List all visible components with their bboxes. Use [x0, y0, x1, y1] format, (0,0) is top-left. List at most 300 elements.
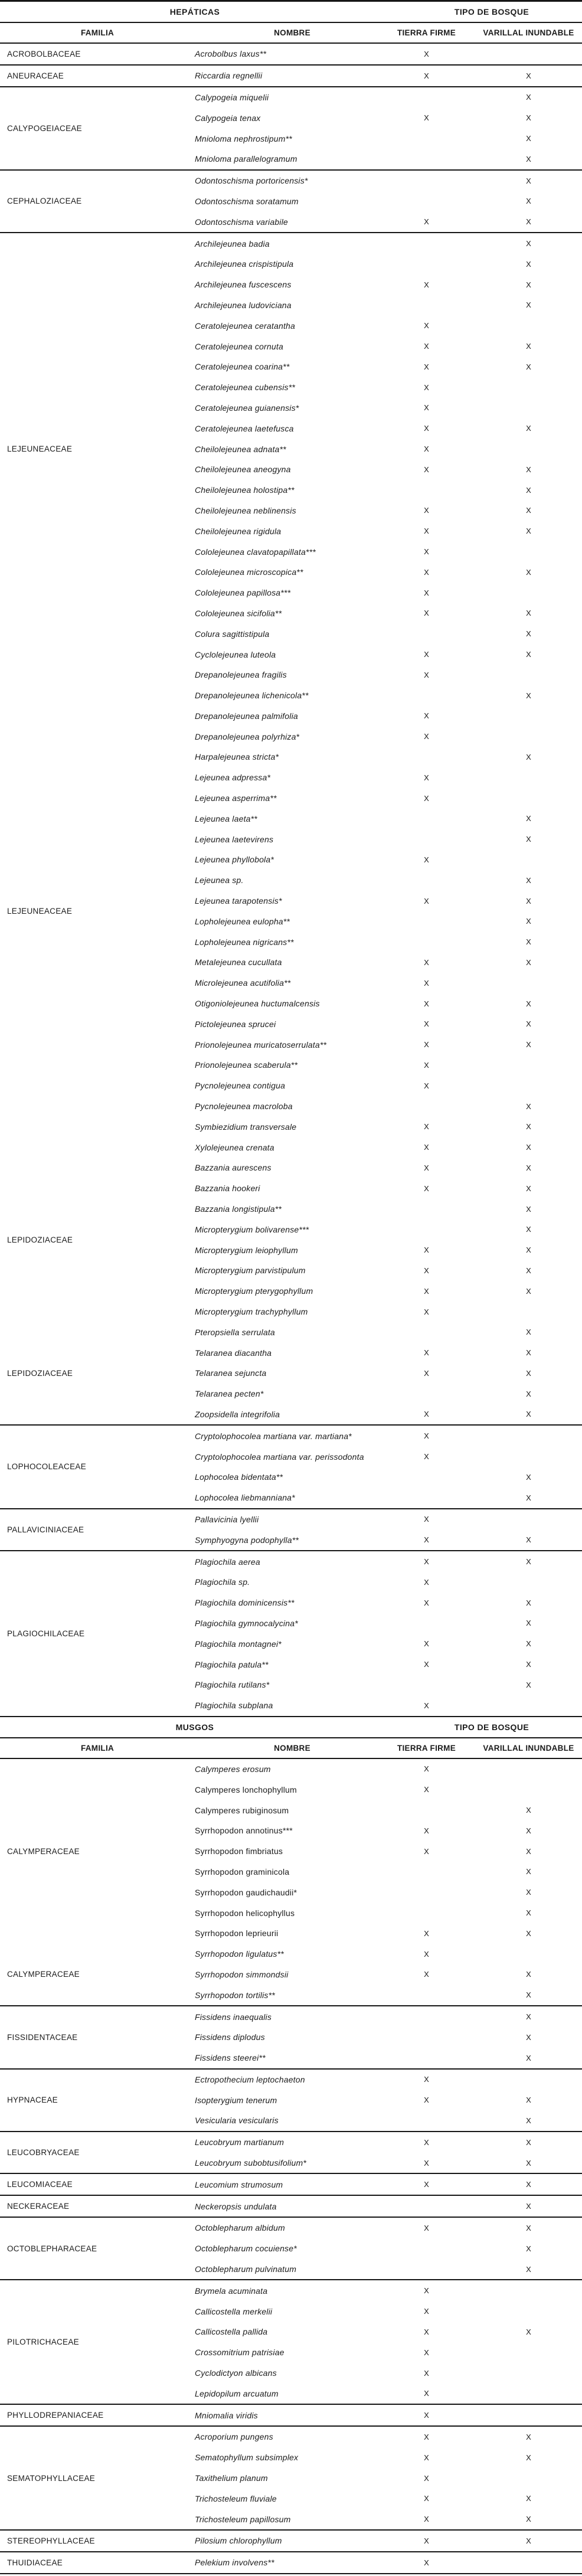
species-row: [195, 808, 582, 829]
species-name: Mnioloma parallelogramum: [195, 154, 297, 164]
family-label: NECKERACEAE: [7, 2202, 70, 2211]
species-row: [195, 1281, 582, 1302]
varillal-inundable-mark: X: [526, 300, 531, 310]
tierra-firme-mark: X: [424, 2180, 429, 2189]
species-name: Leucomium strumosum: [195, 2179, 283, 2189]
species-rows: [195, 66, 582, 86]
varillal-inundable-mark: X: [526, 134, 531, 143]
species-name: Syrrhopodon leprieurii: [195, 1928, 279, 1938]
varillal-inundable-mark: X: [526, 2453, 531, 2462]
col-header-varillal-inundable: VARILLAL INUNDABLE: [483, 1743, 574, 1753]
species-row: [195, 398, 582, 419]
tierra-firme-mark: X: [424, 1598, 429, 1607]
species-row: [195, 706, 582, 727]
species-rows: [195, 2070, 582, 2131]
species-name: Ectropothecium leptochaeton: [195, 2074, 305, 2084]
species-row: [195, 993, 582, 1014]
species-row: [195, 336, 582, 357]
family-label: PALLAVICINIACEAE: [7, 1525, 84, 1534]
tipo-de-bosque-header: TIPO DE BOSQUE: [454, 7, 529, 17]
family-label: SEMATOPHYLLACEAE: [7, 2473, 96, 2483]
species-row: [195, 1985, 582, 2005]
species-row: [195, 1862, 582, 1882]
col-header-nombre: NOMBRE: [274, 28, 310, 37]
tierra-firme-mark: X: [424, 280, 429, 289]
species-row: [195, 1902, 582, 1923]
varillal-inundable-mark: X: [526, 1225, 531, 1234]
species-name: Ceratolejeunea coarina**: [195, 362, 290, 372]
species-name: Plagiochila gymnocalycina*: [195, 1618, 298, 1628]
tierra-firme-mark: X: [424, 1431, 429, 1441]
varillal-inundable-mark: X: [526, 2223, 531, 2232]
family-group: [0, 169, 582, 232]
species-name: Microlejeunea acutifolia**: [195, 978, 291, 988]
species-name: Ceratolejeunea laetefusca: [195, 423, 294, 433]
family-group: [0, 2279, 582, 2404]
species-name: Micropterygium trachyphyllum: [195, 1307, 308, 1316]
col-header-varillal-inundable: VARILLAL INUNDABLE: [483, 28, 574, 37]
family-label: FISSIDENTACEAE: [7, 2032, 78, 2042]
family-group: [0, 1759, 582, 1944]
tierra-firme-mark: X: [424, 1785, 429, 1794]
species-row: [195, 1342, 582, 1363]
tierra-firme-mark: X: [424, 1410, 429, 1419]
species-rows: [195, 2427, 582, 2529]
species-name: Calymperes erosum: [195, 1764, 271, 1774]
family-group: [0, 2068, 582, 2131]
species-rows: [195, 1509, 582, 1551]
varillal-inundable-mark: X: [526, 176, 531, 185]
species-name: Syrrhopodon simmondsii: [195, 1969, 289, 1979]
varillal-inundable-mark: X: [526, 1660, 531, 1669]
species-rows: [195, 1158, 582, 1322]
species-name: Syrrhopodon graminicola: [195, 1866, 290, 1877]
species-name: Pictolejeunea sprucei: [195, 1019, 276, 1029]
tierra-firme-mark: X: [424, 383, 429, 392]
family-group: [0, 1424, 582, 1508]
tierra-firme-mark: X: [424, 2137, 429, 2147]
species-rows: [195, 1322, 582, 1424]
species-row: [195, 1944, 582, 1964]
family-label: PLAGIOCHILACEAE: [7, 1629, 85, 1638]
species-row: [195, 191, 582, 212]
species-name: Harpalejeunea stricta*: [195, 752, 279, 762]
species-name: Cololejeunea clavatopapillata***: [195, 547, 316, 557]
varillal-inundable-mark: X: [526, 2536, 531, 2545]
species-rows: [195, 2405, 582, 2425]
varillal-inundable-mark: X: [526, 937, 531, 947]
varillal-inundable-mark: X: [526, 567, 531, 577]
species-name: Micropterygium leiophyllum: [195, 1245, 298, 1255]
species-name: Bazzania aurescens: [195, 1163, 272, 1173]
species-row: [195, 44, 582, 64]
species-name: Cheilolejeunea neblinensis: [195, 505, 296, 515]
family-group: [0, 2217, 582, 2279]
species-name: Acrobolbus laxus**: [195, 49, 267, 59]
family-label: LOPHOCOLEACEAE: [7, 1462, 86, 1472]
species-row: [195, 1964, 582, 1985]
species-row: [195, 1882, 582, 1902]
varillal-inundable-mark: X: [526, 1143, 531, 1152]
varillal-inundable-mark: X: [526, 1019, 531, 1029]
varillal-inundable-mark: X: [526, 2432, 531, 2441]
varillal-inundable-mark: X: [526, 2053, 531, 2062]
species-row: [195, 1467, 582, 1488]
species-name: Lopholejeunea eulopha**: [195, 916, 290, 926]
species-row: [195, 911, 582, 931]
col-header-tierra-firme: TIERRA FIRME: [397, 1743, 456, 1753]
species-row: [195, 107, 582, 128]
species-name: Syrrhopodon tortilis**: [195, 1990, 275, 2000]
varillal-inundable-mark: X: [526, 1639, 531, 1649]
species-row: [195, 623, 582, 644]
section-title: HEPÁTICAS: [169, 7, 220, 17]
varillal-inundable-mark: X: [526, 2116, 531, 2125]
tierra-firme-mark: X: [424, 1639, 429, 1649]
family-label: PHYLLODREPANIACEAE: [7, 2411, 104, 2420]
varillal-inundable-mark: X: [526, 1846, 531, 1856]
species-row: [195, 1302, 582, 1322]
species-rows: [195, 1551, 582, 1715]
species-row: [195, 315, 582, 336]
species-row: [195, 1034, 582, 1055]
varillal-inundable-mark: X: [526, 424, 531, 433]
species-name: Plagiochila dominicensis**: [195, 1598, 295, 1608]
tierra-firme-mark: X: [424, 609, 429, 618]
species-name: Syrrhopodon gaudichaudii*: [195, 1887, 297, 1897]
varillal-inundable-mark: X: [526, 1245, 531, 1255]
species-name: Lejeunea sp.: [195, 875, 244, 885]
species-row: [195, 1363, 582, 1384]
species-row: [195, 377, 582, 398]
tierra-firme-mark: X: [424, 1928, 429, 1938]
species-row: [195, 2552, 582, 2573]
species-name: Colura sagittistipula: [195, 629, 270, 639]
species-row: [195, 1695, 582, 1716]
species-name: Prionolejeunea muricatoserrulata**: [195, 1039, 327, 1050]
species-rows: [195, 665, 582, 1158]
species-name: Drepanolejeunea fragilis: [195, 670, 287, 680]
family-label: STEREOPHYLLACEAE: [7, 2536, 95, 2545]
species-name: Pycnolejeunea macroloba: [195, 1101, 293, 1112]
species-row: [195, 2048, 582, 2068]
species-row: [195, 1426, 582, 1446]
species-rows: [195, 2280, 582, 2404]
col-header-tierra-firme: TIERRA FIRME: [397, 28, 456, 37]
species-row: [195, 2322, 582, 2342]
species-row: [195, 849, 582, 870]
species-row: [195, 1654, 582, 1675]
species-name: Cyclolejeunea luteola: [195, 649, 276, 659]
species-row: [195, 1199, 582, 1220]
varillal-inundable-mark: X: [526, 1990, 531, 2000]
species-name: Metalejeunea cucullata: [195, 957, 282, 967]
family-label: CEPHALOZIACEAE: [7, 197, 82, 206]
species-name: Odontoschisma soratamum: [195, 196, 299, 206]
tierra-firme-mark: X: [424, 506, 429, 515]
species-name: Micropterygium bolivarense***: [195, 1224, 309, 1234]
tierra-firme-mark: X: [424, 896, 429, 905]
species-row: [195, 870, 582, 891]
species-row: [195, 480, 582, 501]
family-label: LEUCOMIACEAE: [7, 2180, 73, 2189]
tierra-firme-mark: X: [424, 2432, 429, 2441]
species-name: Cryptolophocolea martiana var. perissodonta: [195, 1452, 364, 1462]
species-row: [195, 541, 582, 562]
species-row: [195, 2027, 582, 2048]
species-name: Lophocolea liebmanniana*: [195, 1493, 295, 1503]
tierra-firme-mark: X: [424, 49, 429, 58]
varillal-inundable-mark: X: [526, 1101, 531, 1111]
species-row: [195, 2447, 582, 2468]
species-row: [195, 644, 582, 665]
species-row: [195, 2301, 582, 2322]
varillal-inundable-mark: X: [526, 1163, 531, 1172]
species-name: Acroporium pungens: [195, 2432, 273, 2442]
tierra-firme-mark: X: [424, 999, 429, 1008]
tierra-firme-mark: X: [424, 1826, 429, 1835]
species-name: Lepidopilum arcuatum: [195, 2388, 279, 2398]
varillal-inundable-mark: X: [526, 1888, 531, 1897]
tierra-firme-mark: X: [424, 2494, 429, 2503]
species-row: [195, 274, 582, 295]
varillal-inundable-mark: X: [526, 2515, 531, 2524]
species-name: Riccardia regnellii: [195, 71, 263, 81]
tipo-de-bosque-header: TIPO DE BOSQUE: [454, 1722, 529, 1732]
species-rows: [195, 87, 582, 169]
species-name: Mniomalia viridis: [195, 2410, 258, 2420]
species-rows: [195, 2531, 582, 2551]
varillal-inundable-mark: X: [526, 113, 531, 123]
varillal-inundable-mark: X: [526, 1493, 531, 1502]
species-row: [195, 2174, 582, 2195]
species-row: [195, 295, 582, 316]
species-row: [195, 1137, 582, 1158]
tierra-firme-mark: X: [424, 2558, 429, 2567]
species-row: [195, 1096, 582, 1117]
species-name: Cololejeunea sicifolia**: [195, 608, 282, 618]
varillal-inundable-mark: X: [526, 691, 531, 700]
varillal-inundable-mark: X: [526, 957, 531, 967]
tierra-firme-mark: X: [424, 1143, 429, 1152]
tierra-firme-mark: X: [424, 321, 429, 331]
species-row: [195, 1260, 582, 1281]
varillal-inundable-mark: X: [526, 1204, 531, 1214]
species-row: [195, 726, 582, 747]
species-name: Syrrhopodon annotinus***: [195, 1826, 293, 1836]
species-row: [195, 2383, 582, 2404]
varillal-inundable-mark: X: [526, 1266, 531, 1275]
species-name: Drepanolejeunea lichenicola**: [195, 691, 309, 701]
species-row: [195, 357, 582, 377]
species-name: Bazzania longistipula**: [195, 1204, 282, 1214]
species-rows: [195, 2174, 582, 2195]
species-row: [195, 2006, 582, 2027]
species-name: Odontoschisma portoricensis*: [195, 176, 308, 186]
family-group: [0, 2404, 582, 2425]
species-row: [195, 829, 582, 849]
varillal-inundable-mark: X: [526, 71, 531, 80]
species-row: [195, 66, 582, 86]
varillal-inundable-mark: X: [526, 629, 531, 639]
family-label: CALYMPERACEAE: [7, 1846, 80, 1856]
family-label: OCTOBLEPHARACEAE: [7, 2244, 97, 2253]
tierra-firme-mark: X: [424, 1266, 429, 1275]
species-name: Lejeunea adpressa*: [195, 773, 271, 783]
species-name: Callicostella pallida: [195, 2327, 268, 2337]
species-row: [195, 439, 582, 459]
tierra-firme-mark: X: [424, 1660, 429, 1669]
tierra-firme-mark: X: [424, 1122, 429, 1132]
species-name: Archilejeunea fuscescens: [195, 280, 292, 290]
tierra-firme-mark: X: [424, 2327, 429, 2336]
species-row: [195, 1240, 582, 1260]
species-name: Lophocolea bidentata**: [195, 1472, 283, 1482]
species-name: Fissidens steerei**: [195, 2053, 266, 2063]
species-name: Callicostella merkelii: [195, 2306, 273, 2316]
family-group: [0, 2005, 582, 2068]
species-name: Cheilolejeunea holostipa**: [195, 485, 295, 495]
tierra-firme-mark: X: [424, 2515, 429, 2524]
species-name: Cyclodictyon albicans: [195, 2368, 277, 2378]
species-name: Cololejeunea microscopica**: [195, 567, 303, 577]
species-name: Symphyogyna podophylla**: [195, 1535, 299, 1545]
varillal-inundable-mark: X: [526, 1806, 531, 1815]
species-name: Telaranea sejuncta: [195, 1368, 267, 1378]
section-header-row: [0, 2, 582, 23]
species-row: [195, 1178, 582, 1199]
varillal-inundable-mark: X: [526, 1040, 531, 1050]
tierra-firme-mark: X: [424, 2223, 429, 2232]
varillal-inundable-mark: X: [526, 1970, 531, 1979]
species-name: Zoopsidella integrifolia: [195, 1409, 280, 1419]
varillal-inundable-mark: X: [526, 875, 531, 885]
family-label: CALYMPERACEAE: [7, 1970, 80, 1979]
species-row: [195, 1779, 582, 1800]
family-label: LEJEUNEACEAE: [7, 444, 73, 454]
col-header-familia: FAMILIA: [80, 28, 115, 37]
species-name: Sematophyllum subsimplex: [195, 2453, 299, 2463]
species-name: Mnioloma nephrostipum**: [195, 133, 292, 143]
species-row: [195, 747, 582, 767]
species-row: [195, 2280, 582, 2301]
varillal-inundable-mark: X: [526, 1184, 531, 1193]
varillal-inundable-mark: X: [526, 342, 531, 351]
species-row: [195, 1116, 582, 1137]
col-header-nombre: NOMBRE: [274, 1743, 310, 1753]
varillal-inundable-mark: X: [526, 1410, 531, 1419]
family-group: [0, 2131, 582, 2173]
varillal-inundable-mark: X: [526, 527, 531, 536]
tierra-firme-mark: X: [424, 2307, 429, 2316]
species-name: Lejeunea tarapotensis*: [195, 896, 282, 906]
tierra-firme-mark: X: [424, 465, 429, 474]
tierra-firme-mark: X: [424, 1452, 429, 1462]
species-name: Crossomitrium patrisiae: [195, 2348, 285, 2358]
species-row: [195, 1675, 582, 1695]
tierra-firme-mark: X: [424, 217, 429, 227]
tierra-firme-mark: X: [424, 1970, 429, 1979]
tierra-firme-mark: X: [424, 1535, 429, 1545]
species-row: [195, 1593, 582, 1613]
varillal-inundable-mark: X: [526, 362, 531, 371]
tierra-firme-mark: X: [424, 1081, 429, 1090]
species-rows: [195, 2552, 582, 2573]
species-row: [195, 2132, 582, 2153]
varillal-inundable-mark: X: [526, 650, 531, 659]
family-group: [0, 44, 582, 64]
varillal-inundable-mark: X: [526, 2264, 531, 2274]
varillal-inundable-mark: X: [526, 1557, 531, 1567]
species-row: [195, 685, 582, 706]
species-row: [195, 2342, 582, 2363]
varillal-inundable-mark: X: [526, 2096, 531, 2105]
species-name: Calypogeia tenax: [195, 113, 261, 123]
species-name: Vesicularia vesicularis: [195, 2116, 279, 2126]
species-name: Cheilolejeunea rigidula: [195, 526, 282, 536]
family-group: [0, 1158, 582, 1322]
varillal-inundable-mark: X: [526, 609, 531, 618]
species-row: [195, 87, 582, 108]
species-row: [195, 1158, 582, 1178]
tierra-firme-mark: X: [424, 773, 429, 782]
species-name: Lejeunea laetevirens: [195, 834, 274, 844]
species-row: [195, 2509, 582, 2529]
species-name: Neckeropsis undulata: [195, 2201, 277, 2211]
species-rows: [195, 2132, 582, 2173]
species-name: Drepanolejeunea polyrhiza*: [195, 731, 300, 741]
family-group: [0, 1508, 582, 1551]
family-group: [0, 2425, 582, 2529]
section-title: MUSGOS: [175, 1722, 214, 1732]
varillal-inundable-mark: X: [526, 896, 531, 905]
species-name: Syrrhopodon helicophyllus: [195, 1908, 295, 1918]
species-name: Calymperes lonchophyllum: [195, 1784, 297, 1794]
species-row: [195, 1529, 582, 1550]
species-row: [195, 788, 582, 809]
tierra-firme-mark: X: [424, 342, 429, 351]
species-row: [195, 1055, 582, 1075]
species-name: Plagiochila aerea: [195, 1557, 260, 1567]
tierra-firme-mark: X: [424, 547, 429, 557]
species-rows: [195, 2218, 582, 2279]
family-group: [0, 232, 582, 665]
varillal-inundable-mark: X: [526, 2032, 531, 2042]
family-group: [0, 665, 582, 1158]
tierra-firme-mark: X: [424, 732, 429, 741]
varillal-inundable-mark: X: [526, 506, 531, 515]
species-name: Pallavicinia lyellii: [195, 1514, 259, 1524]
family-label: LEPIDOZIACEAE: [7, 1368, 73, 1378]
species-name: Odontoschisma variabile: [195, 217, 288, 227]
species-row: [195, 2468, 582, 2489]
family-label: PILOTRICHACEAE: [7, 2338, 79, 2347]
varillal-inundable-mark: X: [526, 1867, 531, 1877]
species-row: [195, 459, 582, 480]
species-rows: [195, 233, 582, 665]
family-group: [0, 2551, 582, 2573]
species-row: [195, 1014, 582, 1034]
col-header-familia: FAMILIA: [80, 1743, 115, 1753]
species-name: Octoblepharum pulvinatum: [195, 2264, 297, 2274]
species-name: Archilejeunea crispistipula: [195, 259, 294, 269]
species-name: Taxithelium planum: [195, 2473, 268, 2483]
species-row: [195, 2238, 582, 2259]
tierra-firme-mark: X: [424, 1515, 429, 1524]
tierra-firme-mark: X: [424, 2453, 429, 2462]
family-label: LEUCOBRYACEAE: [7, 2148, 80, 2157]
species-row: [195, 128, 582, 149]
